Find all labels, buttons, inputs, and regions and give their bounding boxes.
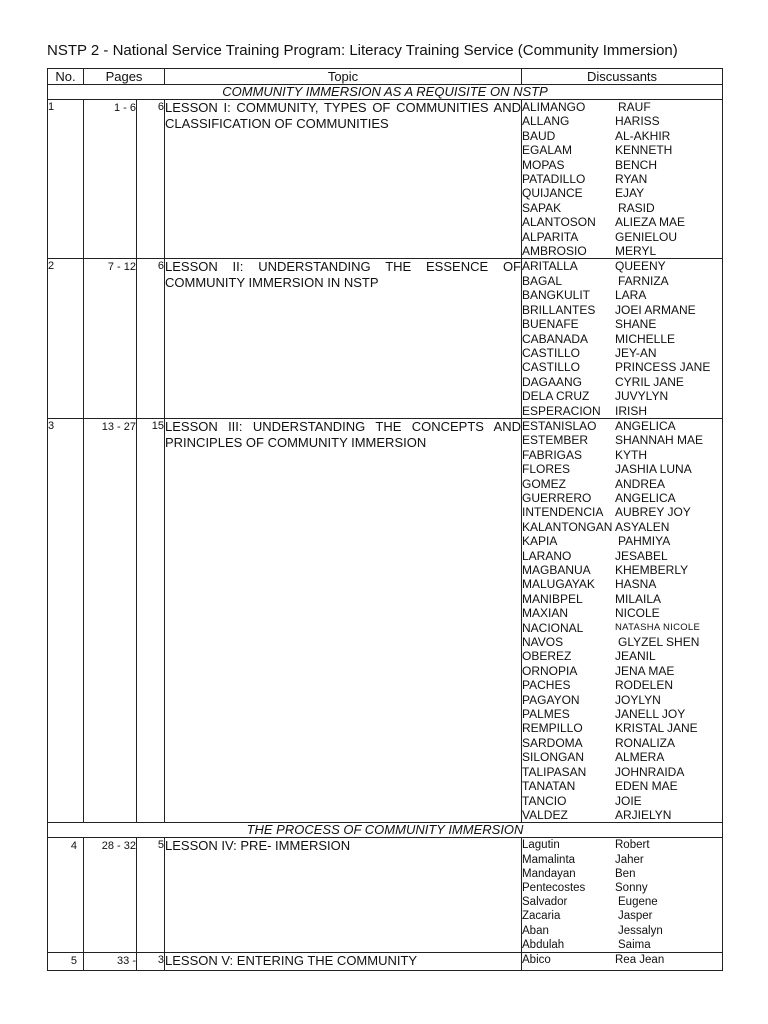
discussant-given-name: ANDREA xyxy=(615,476,666,491)
section-row xyxy=(48,823,723,838)
discussant-surname: AMBROSIO xyxy=(522,244,587,259)
discussants-cell xyxy=(522,418,723,822)
discussant-surname: OBEREZ xyxy=(522,649,572,664)
lesson-pages: 28 - 32 xyxy=(84,838,137,953)
discussants-cell xyxy=(522,100,723,259)
lesson-topic: LESSON IV: PRE- IMMERSION xyxy=(165,838,522,953)
header-no: No. xyxy=(48,69,84,85)
discussant-given-name: GLYZEL SHEN xyxy=(618,635,700,650)
discussant-surname: KALANTONGAN xyxy=(522,519,613,534)
discussant-surname: NACIONAL xyxy=(522,620,584,635)
discussant-surname: MAXIAN xyxy=(522,606,569,621)
header-topic: Topic xyxy=(165,69,522,85)
discussant-given-name: KHEMBERLY xyxy=(615,563,689,577)
discussant-surname: SARDOMA xyxy=(522,735,583,750)
discussant-given-name: SHANNAH MAE xyxy=(615,433,704,448)
discussants-cell xyxy=(522,838,723,953)
discussant-given-name: ASYALEN xyxy=(615,519,670,534)
discussant-given-name: RODELEN xyxy=(615,678,674,693)
discussant-surname: PALMES xyxy=(522,707,570,722)
discussant-surname: EGALAM xyxy=(522,143,573,158)
discussant-surname: PAGAYON xyxy=(522,692,580,707)
lesson-page-count: 3 xyxy=(137,952,165,970)
discussant-given-name: MERYL xyxy=(615,244,657,259)
discussant-given-name: JANELL JOY xyxy=(615,707,686,722)
document-title: NSTP 2 - National Service Training Program: Literacy Training Service (Community Immersion) xyxy=(47,42,678,59)
discussant-surname: INTENDENCIA xyxy=(522,505,604,520)
discussant-surname: LARANO xyxy=(522,548,572,563)
discussant-surname: TANCIO xyxy=(522,793,567,808)
discussant-surname: VALDEZ xyxy=(522,807,568,822)
lesson-number: 1 xyxy=(48,100,84,259)
discussant-given-name: AL-AKHIR xyxy=(615,128,671,143)
discussant-surname: ALANTOSON xyxy=(522,215,596,230)
lesson-row xyxy=(48,418,723,822)
discussant-surname: CASTILLO xyxy=(522,360,581,375)
lesson-number: 4 xyxy=(48,838,84,953)
discussant-surname: PATADILLO xyxy=(522,172,586,187)
lesson-topic: LESSON III: UNDERSTANDING THE CONCEPTS AND PRINCIPLES OF COMMUNITY IMMERSION xyxy=(165,418,522,822)
discussant-surname: REMPILLO xyxy=(522,721,583,736)
discussant-surname: Lagutin xyxy=(522,839,560,852)
discussant-given-name: NATASHA NICOLE xyxy=(615,621,701,633)
discussant-given-name: ANGELICA xyxy=(615,490,676,505)
lesson-pages: 33 - xyxy=(84,952,137,970)
discussant-surname: Abico xyxy=(522,953,551,966)
lesson-row xyxy=(48,838,723,953)
discussant-given-name: GENIELOU xyxy=(615,229,678,244)
discussant-surname: BAUD xyxy=(522,128,556,143)
section-heading: THE PROCESS OF COMMUNITY IMMERSION xyxy=(48,823,723,838)
lesson-row xyxy=(48,259,723,418)
discussant-given-name: ARJIELYN xyxy=(615,807,672,822)
header-discussants: Discussants xyxy=(522,69,723,85)
discussant-given-name: HARISS xyxy=(615,114,660,129)
lesson-row xyxy=(48,100,723,259)
discussant-given-name: EDEN MAE xyxy=(615,779,678,794)
discussant-given-name: RYAN xyxy=(615,172,648,187)
discussant-given-name: RASID xyxy=(618,200,655,215)
discussant-given-name: JESABEL xyxy=(615,548,668,563)
lesson-page-count: 15 xyxy=(137,418,165,822)
discussant-given-name: MICHELLE xyxy=(615,331,676,346)
discussant-surname: ARITALLA xyxy=(522,259,578,274)
discussant-given-name: JOIE xyxy=(615,793,642,808)
discussant-given-name: PAHMIYA xyxy=(618,534,671,549)
discussant-given-name: KYTH xyxy=(615,447,648,462)
discussant-surname: Pentecostes xyxy=(522,881,586,894)
lesson-pages: 1 - 6 xyxy=(84,100,137,259)
discussant-given-name: PRINCESS JANE xyxy=(615,360,711,375)
discussant-surname: BAGAL xyxy=(522,273,563,288)
discussant-given-name: JEANIL xyxy=(615,649,656,664)
discussant-given-name: Rea Jean xyxy=(615,953,665,966)
discussant-list xyxy=(522,100,722,258)
section-heading: COMMUNITY IMMERSION AS A REQUISITE ON NSTP xyxy=(48,85,723,100)
lesson-number: 3 xyxy=(48,418,84,822)
discussant-surname: MANIBPEL xyxy=(522,591,583,606)
discussant-surname: DAGAANG xyxy=(522,374,583,389)
discussant-surname: SAPAK xyxy=(522,200,562,215)
discussant-given-name: Sonny xyxy=(615,881,648,894)
discussant-given-name: HASNA xyxy=(615,577,657,592)
discussant-given-name: JOHNRAIDA xyxy=(615,764,685,779)
discussant-surname: TALIPASAN xyxy=(522,764,587,779)
discussant-given-name: EJAY xyxy=(615,186,645,201)
discussant-surname: PACHES xyxy=(522,678,571,693)
discussant-surname: Abdulah xyxy=(522,938,565,951)
lesson-number: 2 xyxy=(48,259,84,418)
discussant-surname: ORNOPIA xyxy=(522,663,578,678)
lesson-topic: LESSON V: ENTERING THE COMMUNITY xyxy=(165,952,522,970)
lesson-schedule-table xyxy=(47,68,723,971)
discussant-surname: GUERRERO xyxy=(522,490,592,505)
discussant-surname: Mandayan xyxy=(522,867,576,880)
discussant-surname: QUIJANCE xyxy=(522,186,583,201)
lesson-page-count: 6 xyxy=(137,259,165,418)
discussant-surname: NAVOS xyxy=(522,635,564,650)
lesson-pages: 13 - 27 xyxy=(84,418,137,822)
discussant-given-name: RAUF xyxy=(618,100,651,114)
lesson-page-count: 5 xyxy=(137,838,165,953)
discussant-given-name: JOYLYN xyxy=(615,692,661,707)
discussant-surname: Aban xyxy=(522,924,549,937)
discussant-given-name: Jessalyn xyxy=(618,924,663,937)
discussant-given-name: JOEI ARMANE xyxy=(615,302,696,317)
lesson-page-count: 6 xyxy=(137,100,165,259)
header-pages: Pages xyxy=(84,69,165,85)
discussant-list xyxy=(522,838,722,952)
discussant-given-name: QUEENY xyxy=(615,259,666,274)
discussant-given-name: JENA MAE xyxy=(615,663,675,678)
discussant-given-name: SHANE xyxy=(615,317,657,332)
discussant-surname: KAPIA xyxy=(522,534,558,549)
discussant-given-name: JASHIA LUNA xyxy=(615,462,692,477)
discussants-cell xyxy=(522,259,723,418)
discussant-given-name: KENNETH xyxy=(615,143,673,158)
discussant-list xyxy=(522,259,722,417)
discussant-surname: ESTEMBER xyxy=(522,433,589,448)
discussant-surname: ALPARITA xyxy=(522,229,579,244)
discussant-surname: Mamalinta xyxy=(522,853,576,866)
discussant-surname: BANGKULIT xyxy=(522,288,591,303)
discussant-surname: FLORES xyxy=(522,462,571,477)
lesson-row xyxy=(48,952,723,970)
discussant-surname: BUENAFE xyxy=(522,317,579,332)
discussant-surname: DELA CRUZ xyxy=(522,389,590,404)
discussant-surname: FABRIGAS xyxy=(522,447,583,462)
discussant-given-name: CYRIL JANE xyxy=(615,374,684,389)
discussant-given-name: ALMERA xyxy=(615,750,665,765)
discussant-surname: ALIMANGO xyxy=(522,100,586,114)
discussant-given-name: AUBREY JOY xyxy=(615,505,691,520)
discussant-surname: SILONGAN xyxy=(522,750,585,765)
discussant-surname: Zacaria xyxy=(522,910,561,923)
discussant-surname: MAGBANUA xyxy=(522,563,591,577)
discussant-given-name: Robert xyxy=(615,839,650,852)
discussant-given-name: MILAILA xyxy=(615,591,662,606)
discussant-given-name: BENCH xyxy=(615,157,658,172)
lesson-pages: 7 - 12 xyxy=(84,259,137,418)
discussant-given-name: LARA xyxy=(615,288,647,303)
lesson-number: 5 xyxy=(48,952,84,970)
discussant-surname: TANATAN xyxy=(522,779,576,794)
discussant-given-name: KRISTAL JANE xyxy=(615,721,698,736)
lesson-topic: LESSON II: UNDERSTANDING THE ESSENCE OF COMMUNITY IMMERSION IN NSTP xyxy=(165,259,522,418)
discussant-given-name: FARNIZA xyxy=(618,273,669,288)
discussant-given-name: JEY-AN xyxy=(615,345,657,360)
discussant-given-name: Ben xyxy=(615,867,636,880)
lesson-topic: LESSON I: COMMUNITY, TYPES OF COMMUNITIES AND CLASSIFICATION OF COMMUNITIES xyxy=(165,100,522,259)
discussant-given-name: Eugene xyxy=(618,896,658,909)
section-row xyxy=(48,85,723,100)
discussant-given-name: NICOLE xyxy=(615,606,660,621)
table-header-row xyxy=(48,69,723,85)
discussant-list xyxy=(522,953,722,967)
discussant-surname: MOPAS xyxy=(522,157,565,172)
discussant-given-name: Jaher xyxy=(615,853,644,866)
discussant-surname: ESTANISLAO xyxy=(522,418,597,433)
discussant-given-name: Jasper xyxy=(618,910,653,923)
discussant-list xyxy=(522,419,722,822)
discussant-surname: ALLANG xyxy=(522,114,570,129)
discussant-given-name: IRISH xyxy=(615,403,648,418)
discussant-given-name: JUVYLYN xyxy=(615,389,669,404)
discussant-surname: Salvador xyxy=(522,896,568,909)
discussant-given-name: ANGELICA xyxy=(615,418,676,433)
discussant-surname: ESPERACION xyxy=(522,403,601,418)
discussant-surname: MALUGAYAK xyxy=(522,577,595,592)
discussant-given-name: RONALIZA xyxy=(615,735,676,750)
discussants-cell xyxy=(522,952,723,970)
discussant-surname: CASTILLO xyxy=(522,345,581,360)
discussant-surname: CABANADA xyxy=(522,331,589,346)
discussant-surname: BRILLANTES xyxy=(522,302,596,317)
discussant-surname: GOMEZ xyxy=(522,476,566,491)
discussant-given-name: ALIEZA MAE xyxy=(615,215,686,230)
discussant-given-name: Saima xyxy=(618,938,651,951)
